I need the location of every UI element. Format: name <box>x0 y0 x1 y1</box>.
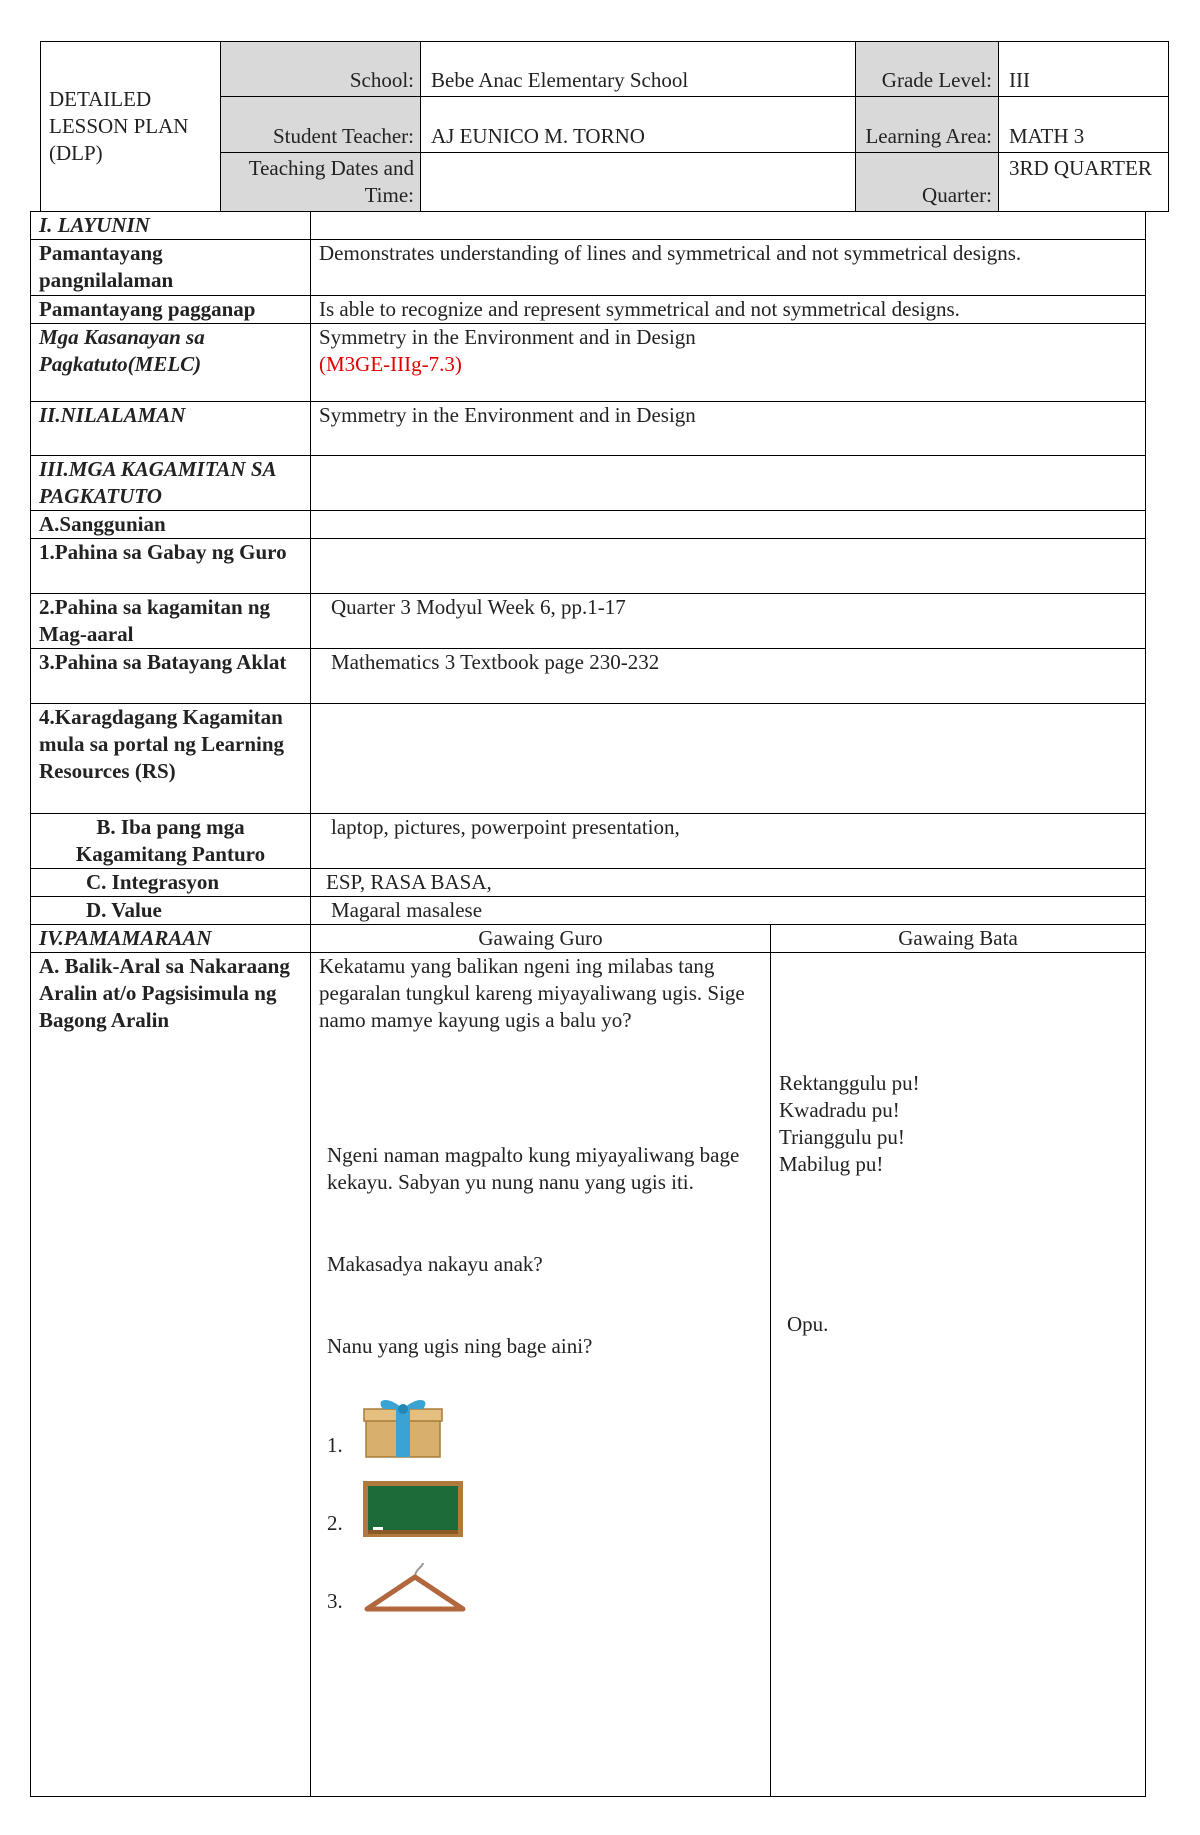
value-value: Magaral masalese <box>311 897 1146 925</box>
melc-code: (M3GE-IIIg-7.3) <box>319 352 462 376</box>
integrasyon-label: C. Integrasyon <box>31 869 311 897</box>
shape-item-1 <box>327 1395 762 1459</box>
balik-aral-label: A. Balik-Aral sa Nakaraang Aralin at/o Pagsisimula ng Bagong Aralin <box>31 953 311 1797</box>
integrasyon-value: ESP, RASA BASA, <box>311 869 1146 897</box>
item-number-1: 1. <box>327 1433 343 1457</box>
guro-makasadya: Makasadya nakayu anak? <box>327 1252 543 1276</box>
school-value: Bebe Anac Elementary School <box>421 42 856 97</box>
header-table <box>40 41 1169 212</box>
pamantayang-pangnilalaman-label: Pamantayang pangnilalaman <box>31 240 311 296</box>
item-number-3: 3. <box>327 1589 343 1613</box>
mag-aaral-label: 2.Pahina sa kagamitan ng Mag-aaral <box>31 594 311 649</box>
value-label: D. Value <box>31 897 311 925</box>
karagdagang-label: 4.Karagdagang Kagamitan mula sa portal ng Learning Resources (RS) <box>31 704 311 814</box>
bata-answer-2: Kwadradu pu! <box>779 1098 900 1122</box>
gawaing-bata-cell <box>771 953 1146 1797</box>
shape-item-2 <box>327 1481 762 1537</box>
area-value: MATH 3 <box>999 97 1169 153</box>
iba-label: B. Iba pang mga Kagamitang Panturo <box>31 814 311 869</box>
sanggunian-label: A.Sanggunian <box>31 511 311 539</box>
pamantayang-pagganap-label: Pamantayang pagganap <box>31 296 311 324</box>
layunin-empty <box>311 212 1146 240</box>
teacher-value: AJ EUNICO M. TORNO <box>421 97 856 153</box>
guro-intro: Kekatamu yang balikan ngeni ing milabas tang pegaralan tungkul kareng miyayaliwang ugis. Sige namo mamye kayung ugis a balu yo? <box>319 954 745 1032</box>
gabay-label: 1.Pahina sa Gabay ng Guro <box>31 539 311 594</box>
karagdagang-value <box>311 704 1146 814</box>
gabay-value <box>311 539 1146 594</box>
area-label: Learning Area: <box>856 97 999 153</box>
guro-palto: Ngeni naman magpalto kung miyayaliwang bage kekayu. Sabyan yu nung nanu yang ugis iti. <box>327 1143 740 1194</box>
iba-value: laptop, pictures, powerpoint presentation, <box>311 814 1146 869</box>
melc-label: Mga Kasanayan sa Pagkatuto(MELC) <box>31 324 311 402</box>
bata-answer-3: Trianggulu pu! <box>779 1125 905 1149</box>
grade-value: III <box>999 42 1169 97</box>
quarter-value: 3RD QUARTER <box>999 153 1169 212</box>
col-guro-header: Gawaing Guro <box>311 925 771 953</box>
pamamaraan-heading: IV.PAMAMARAAN <box>31 925 311 953</box>
bata-answer-4: Mabilug pu! <box>779 1152 884 1176</box>
batayang-label: 3.Pahina sa Batayang Aklat <box>31 649 311 704</box>
bata-opu: Opu. <box>787 1312 829 1336</box>
school-label: School: <box>221 42 421 97</box>
melc-value: Symmetry in the Environment and in Design <box>319 325 696 349</box>
sanggunian-empty <box>311 511 1146 539</box>
teacher-label: Student Teacher: <box>221 97 421 153</box>
bata-answers <box>779 1070 1137 1178</box>
guro-question: Nanu yang ugis ning bage aini? <box>327 1334 593 1358</box>
shape-item-3 <box>327 1561 762 1615</box>
dates-value <box>421 153 856 212</box>
bata-answer-1: Rektanggulu pu! <box>779 1071 920 1095</box>
nilalaman-label: II.NILALAMAN <box>31 402 311 456</box>
col-bata-header: Gawaing Bata <box>771 925 1146 953</box>
melc-cell <box>311 324 1146 402</box>
shape-items <box>319 1395 762 1615</box>
layunin-heading: I. LAYUNIN <box>31 212 311 240</box>
dlp-title: DETAILED LESSON PLAN (DLP) <box>41 42 221 212</box>
pamantayang-pagganap-value: Is able to recognize and represent symmetrical and not symmetrical designs. <box>311 296 1146 324</box>
quarter-label: Quarter: <box>856 153 999 212</box>
grade-label: Grade Level: <box>856 42 999 97</box>
gift-box-icon <box>363 1395 443 1459</box>
nilalaman-value: Symmetry in the Environment and in Design <box>311 402 1146 456</box>
item-number-2: 2. <box>327 1511 343 1535</box>
pamantayang-pangnilalaman-value: Demonstrates understanding of lines and symmetrical and not symmetrical designs. <box>311 240 1146 296</box>
kagamitan-empty <box>311 456 1146 511</box>
hanger-icon <box>363 1561 467 1615</box>
dates-label: Teaching Dates and Time: <box>221 153 421 212</box>
gawaing-guro-cell <box>311 953 771 1797</box>
batayang-value: Mathematics 3 Textbook page 230-232 <box>311 649 1146 704</box>
lesson-table <box>30 211 1146 1797</box>
kagamitan-heading: III.MGA KAGAMITAN SA PAGKATUTO <box>31 456 311 511</box>
mag-aaral-value: Quarter 3 Modyul Week 6, pp.1-17 <box>311 594 1146 649</box>
chalkboard-icon <box>363 1481 463 1537</box>
